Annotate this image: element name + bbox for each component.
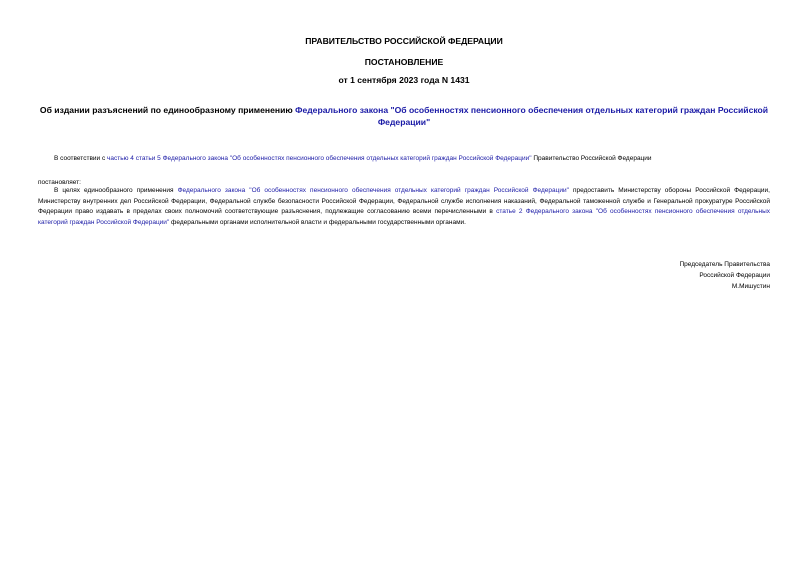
body-article-link[interactable]: статье 2 Федерального закона "Об особенностях пенсионного обеспечения отдельных категорий граждан Российской Федерации" (38, 208, 770, 226)
signature-block (679, 259, 770, 292)
document-title (38, 104, 770, 128)
document-page (38, 0, 770, 571)
signature-position: Председатель Правительства (679, 261, 770, 268)
signature-name: М.Мишустин (731, 283, 770, 290)
preamble-before: В соответствии с (54, 155, 108, 162)
preamble-article-link[interactable]: частью 4 статьи 5 (107, 155, 161, 162)
title-law-link[interactable]: Федерального закона "Об особенностях пенсионного обеспечения отдельных категорий граждан Российской Федерации" (295, 105, 769, 127)
preamble-law-link[interactable]: Федерального закона "Об особенностях пенсионного обеспечения отдельных категорий граждан Российской Федерации" (162, 155, 532, 162)
document-date-number: от 1 сентября 2023 года N 1431 (338, 75, 470, 85)
resolves-label: постановляет: (38, 179, 81, 186)
body-law-link[interactable]: Федерального закона "Об особенностях пенсионного обеспечения отдельных категорий граждан Российской Федерации" (177, 187, 569, 194)
signature-organization: Российской Федерации (699, 272, 770, 279)
header-authority: ПРАВИТЕЛЬСТВО РОССИЙСКОЙ ФЕДЕРАЦИИ (305, 36, 503, 46)
document-type: ПОСТАНОВЛЕНИЕ (364, 57, 444, 67)
title-prefix: Об издании разъяснений по единообразному применению (39, 105, 296, 115)
body-paragraph (38, 186, 770, 228)
preamble-paragraph (38, 154, 770, 165)
body-middle: предоставить Министерству обороны Российской Федерации, Министерству внутренних дел Российской Федерации, Федеральной службе безопасности Российской Федерации, Федеральной службе исполнения наказаний, Федеральной таможенной службе и Генеральной прокуратуре Российской Федерации право издавать в пределах своих полномочий соответствующие разъяснения, подлежащие согласованию всеми перечисленными в (38, 187, 770, 216)
body-after: федеральными органами исполнительной власти и федеральными государственными органами. (169, 218, 466, 226)
preamble-after: Правительство Российской Федерации (531, 155, 652, 162)
body-before: В целях единообразного применения (54, 187, 178, 194)
